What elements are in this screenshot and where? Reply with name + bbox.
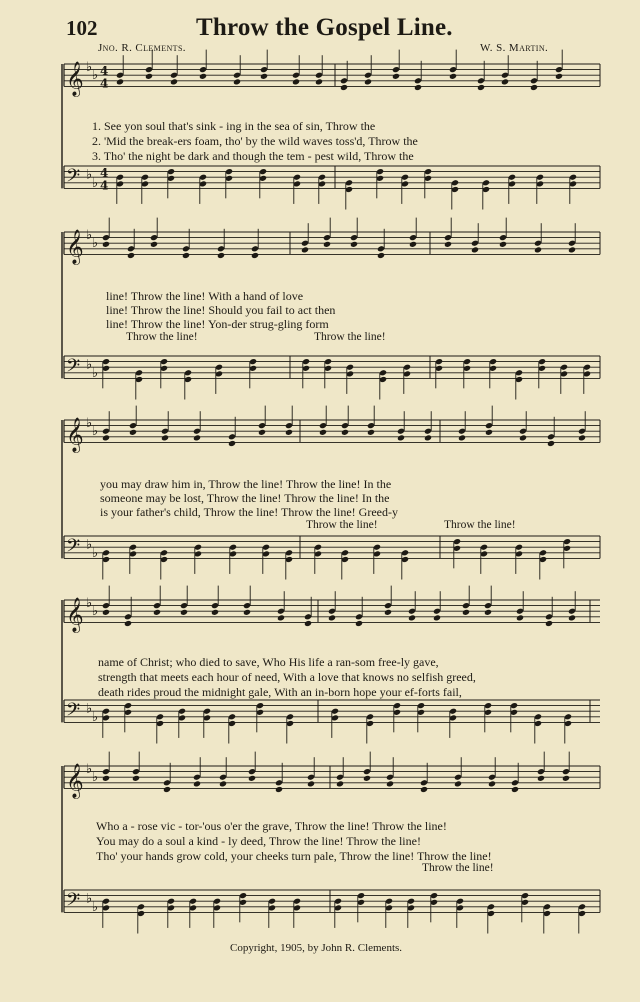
flat-icon: ♭: [86, 227, 93, 243]
note-head: [471, 246, 479, 253]
bass-clef-icon: 𝄢: [66, 699, 81, 725]
lyricist-credit: Jno. R. Clements.: [98, 42, 186, 54]
lyric-line: Tho' your hands grow cold, your cheeks turn pale, Throw the line! Throw the line!: [96, 849, 492, 863]
note-head: [568, 246, 576, 253]
note-head: [547, 440, 555, 447]
note-head: [102, 241, 110, 248]
note-head: [555, 73, 563, 80]
note-head: [397, 434, 405, 441]
note-head: [304, 620, 312, 627]
flat-icon: ♭: [86, 415, 93, 431]
note-head: [364, 78, 372, 85]
note-head: [102, 609, 110, 616]
flat-icon: ♭: [92, 545, 99, 561]
hymn-title: Throw the Gospel Line.: [196, 14, 453, 41]
note-head: [458, 434, 466, 441]
note-head: [384, 609, 392, 616]
lyric-line: strength that meets each hour of need, With a love that knows no selfish greed,: [98, 670, 476, 684]
note-head: [449, 73, 457, 80]
flat-icon: ♭: [92, 770, 99, 786]
note-head: [516, 614, 524, 621]
treble-clef-icon: 𝄞: [66, 61, 84, 97]
note-head: [233, 78, 241, 85]
note-head: [193, 780, 201, 787]
note-head: [132, 775, 140, 782]
note-head: [211, 609, 219, 616]
note-head: [562, 775, 570, 782]
note-head: [292, 78, 300, 85]
flat-icon: ♭: [86, 357, 93, 373]
treble-clef-icon: 𝄞: [66, 763, 84, 799]
note-head: [501, 78, 509, 85]
note-head: [392, 73, 400, 80]
lyric-line: Who a - rose vic - tor-'ous o'er the grave, Throw the line! Throw the line!: [96, 819, 447, 833]
note-head: [248, 775, 256, 782]
bass-lyric: Throw the line!: [314, 331, 386, 343]
note-head: [275, 786, 283, 793]
note-head: [377, 252, 385, 259]
note-head: [414, 84, 422, 91]
bass-lyric: Throw the line!: [306, 519, 378, 531]
note-head: [285, 429, 293, 436]
flat-icon: ♭: [86, 891, 93, 907]
note-head: [102, 434, 110, 441]
note-head: [161, 434, 169, 441]
note-head: [386, 780, 394, 787]
note-head: [243, 609, 251, 616]
lyric-line: You may do a soul a kind - ly deed, Throw the line! Throw the line!: [96, 834, 421, 848]
flat-icon: ♭: [86, 595, 93, 611]
note-head: [163, 786, 171, 793]
note-head: [323, 241, 331, 248]
note-head: [199, 73, 207, 80]
note-head: [319, 429, 327, 436]
time-signature: 4: [100, 178, 109, 193]
composer-credit: W. S. Martin.: [480, 42, 549, 54]
note-head: [511, 786, 519, 793]
note-head: [193, 434, 201, 441]
note-head: [408, 614, 416, 621]
note-head: [251, 252, 259, 259]
note-head: [433, 614, 441, 621]
note-head: [341, 429, 349, 436]
note-head: [534, 246, 542, 253]
note-head: [355, 620, 363, 627]
note-head: [409, 241, 417, 248]
note-head: [578, 434, 586, 441]
lyric-line: is your father's child, Throw the line! Throw the line! Greed-y: [100, 505, 398, 519]
note-head: [568, 614, 576, 621]
note-head: [315, 78, 323, 85]
time-signature: 4: [100, 76, 109, 91]
flat-icon: ♭: [92, 175, 99, 191]
time-signature: 4: [100, 64, 109, 79]
note-head: [363, 775, 371, 782]
note-head: [180, 609, 188, 616]
lyric-line: line! Throw the line! Yon-der strug-gling form: [106, 317, 329, 331]
bass-clef-icon: 𝄢: [66, 889, 81, 915]
flat-icon: ♭: [92, 899, 99, 915]
bass-lyric: Throw the line!: [422, 862, 494, 874]
note-head: [153, 609, 161, 616]
note-head: [424, 434, 432, 441]
note-head: [258, 429, 266, 436]
note-head: [350, 241, 358, 248]
note-head: [150, 241, 158, 248]
flat-icon: ♭: [92, 236, 99, 252]
note-head: [336, 780, 344, 787]
note-head: [477, 84, 485, 91]
note-head: [545, 620, 553, 627]
copyright-notice: Copyright, 1905, by John R. Clements.: [230, 942, 403, 954]
flat-icon: ♭: [86, 537, 93, 553]
lyric-line: 2. 'Mid the break-ers foam, tho' by the wild waves toss'd, Throw the: [92, 134, 418, 148]
flat-icon: ♭: [92, 604, 99, 620]
bass-clef-icon: 𝄢: [66, 165, 81, 191]
bass-lyric: Throw the line!: [126, 331, 198, 343]
flat-icon: ♭: [86, 59, 93, 75]
note-head: [454, 780, 462, 787]
note-head: [228, 440, 236, 447]
note-head: [537, 775, 545, 782]
lyric-line: someone may be lost, Throw the line! Throw the line! In the: [100, 491, 390, 505]
note-head: [217, 252, 225, 259]
lyric-line: 1. See yon soul that's sink - ing in the sea of sin, Throw the: [92, 119, 376, 133]
lyric-line: name of Christ; who died to save, Who His life a ran-som free-ly gave,: [98, 655, 439, 669]
note-head: [145, 73, 153, 80]
note-head: [530, 84, 538, 91]
note-head: [367, 429, 375, 436]
note-head: [488, 780, 496, 787]
lyric-line: line! Throw the line! Should you fail to act then: [106, 303, 336, 317]
page-number: 102: [66, 16, 98, 40]
lyric-line: 3. Tho' the night be dark and though the tem - pest wild, Throw the: [92, 149, 414, 163]
note-head: [340, 84, 348, 91]
time-signature: 4: [100, 166, 109, 181]
note-head: [127, 252, 135, 259]
note-head: [485, 429, 493, 436]
bass-lyric: Throw the line!: [444, 519, 516, 531]
bass-clef-icon: 𝄢: [66, 535, 81, 561]
note-head: [102, 775, 110, 782]
note-head: [116, 78, 124, 85]
note-head: [219, 780, 227, 787]
treble-clef-icon: 𝄞: [66, 417, 84, 453]
note-head: [328, 614, 336, 621]
flat-icon: ♭: [86, 701, 93, 717]
flat-icon: ♭: [86, 761, 93, 777]
note-head: [277, 614, 285, 621]
flat-icon: ♭: [92, 68, 99, 84]
note-head: [420, 786, 428, 793]
note-head: [129, 429, 137, 436]
flat-icon: ♭: [92, 709, 99, 725]
note-head: [182, 252, 190, 259]
note-head: [170, 78, 178, 85]
note-head: [444, 241, 452, 248]
note-head: [462, 609, 470, 616]
note-head: [519, 434, 527, 441]
note-head: [301, 246, 309, 253]
flat-icon: ♭: [92, 365, 99, 381]
flat-icon: ♭: [86, 167, 93, 183]
note-head: [307, 780, 315, 787]
bass-clef-icon: 𝄢: [66, 355, 81, 381]
note-head: [124, 620, 132, 627]
treble-clef-icon: 𝄞: [66, 229, 84, 265]
treble-clef-icon: 𝄞: [66, 597, 84, 633]
flat-icon: ♭: [92, 424, 99, 440]
lyric-line: line! Throw the line! With a hand of love: [106, 289, 304, 303]
note-head: [499, 241, 507, 248]
note-head: [484, 609, 492, 616]
lyric-line: death rides proud the midnight gale, With an in-born hope your ef-forts fail,: [98, 685, 462, 699]
lyric-line: you may draw him in, Throw the line! Throw the line! In the: [100, 477, 392, 491]
note-head: [260, 73, 268, 80]
